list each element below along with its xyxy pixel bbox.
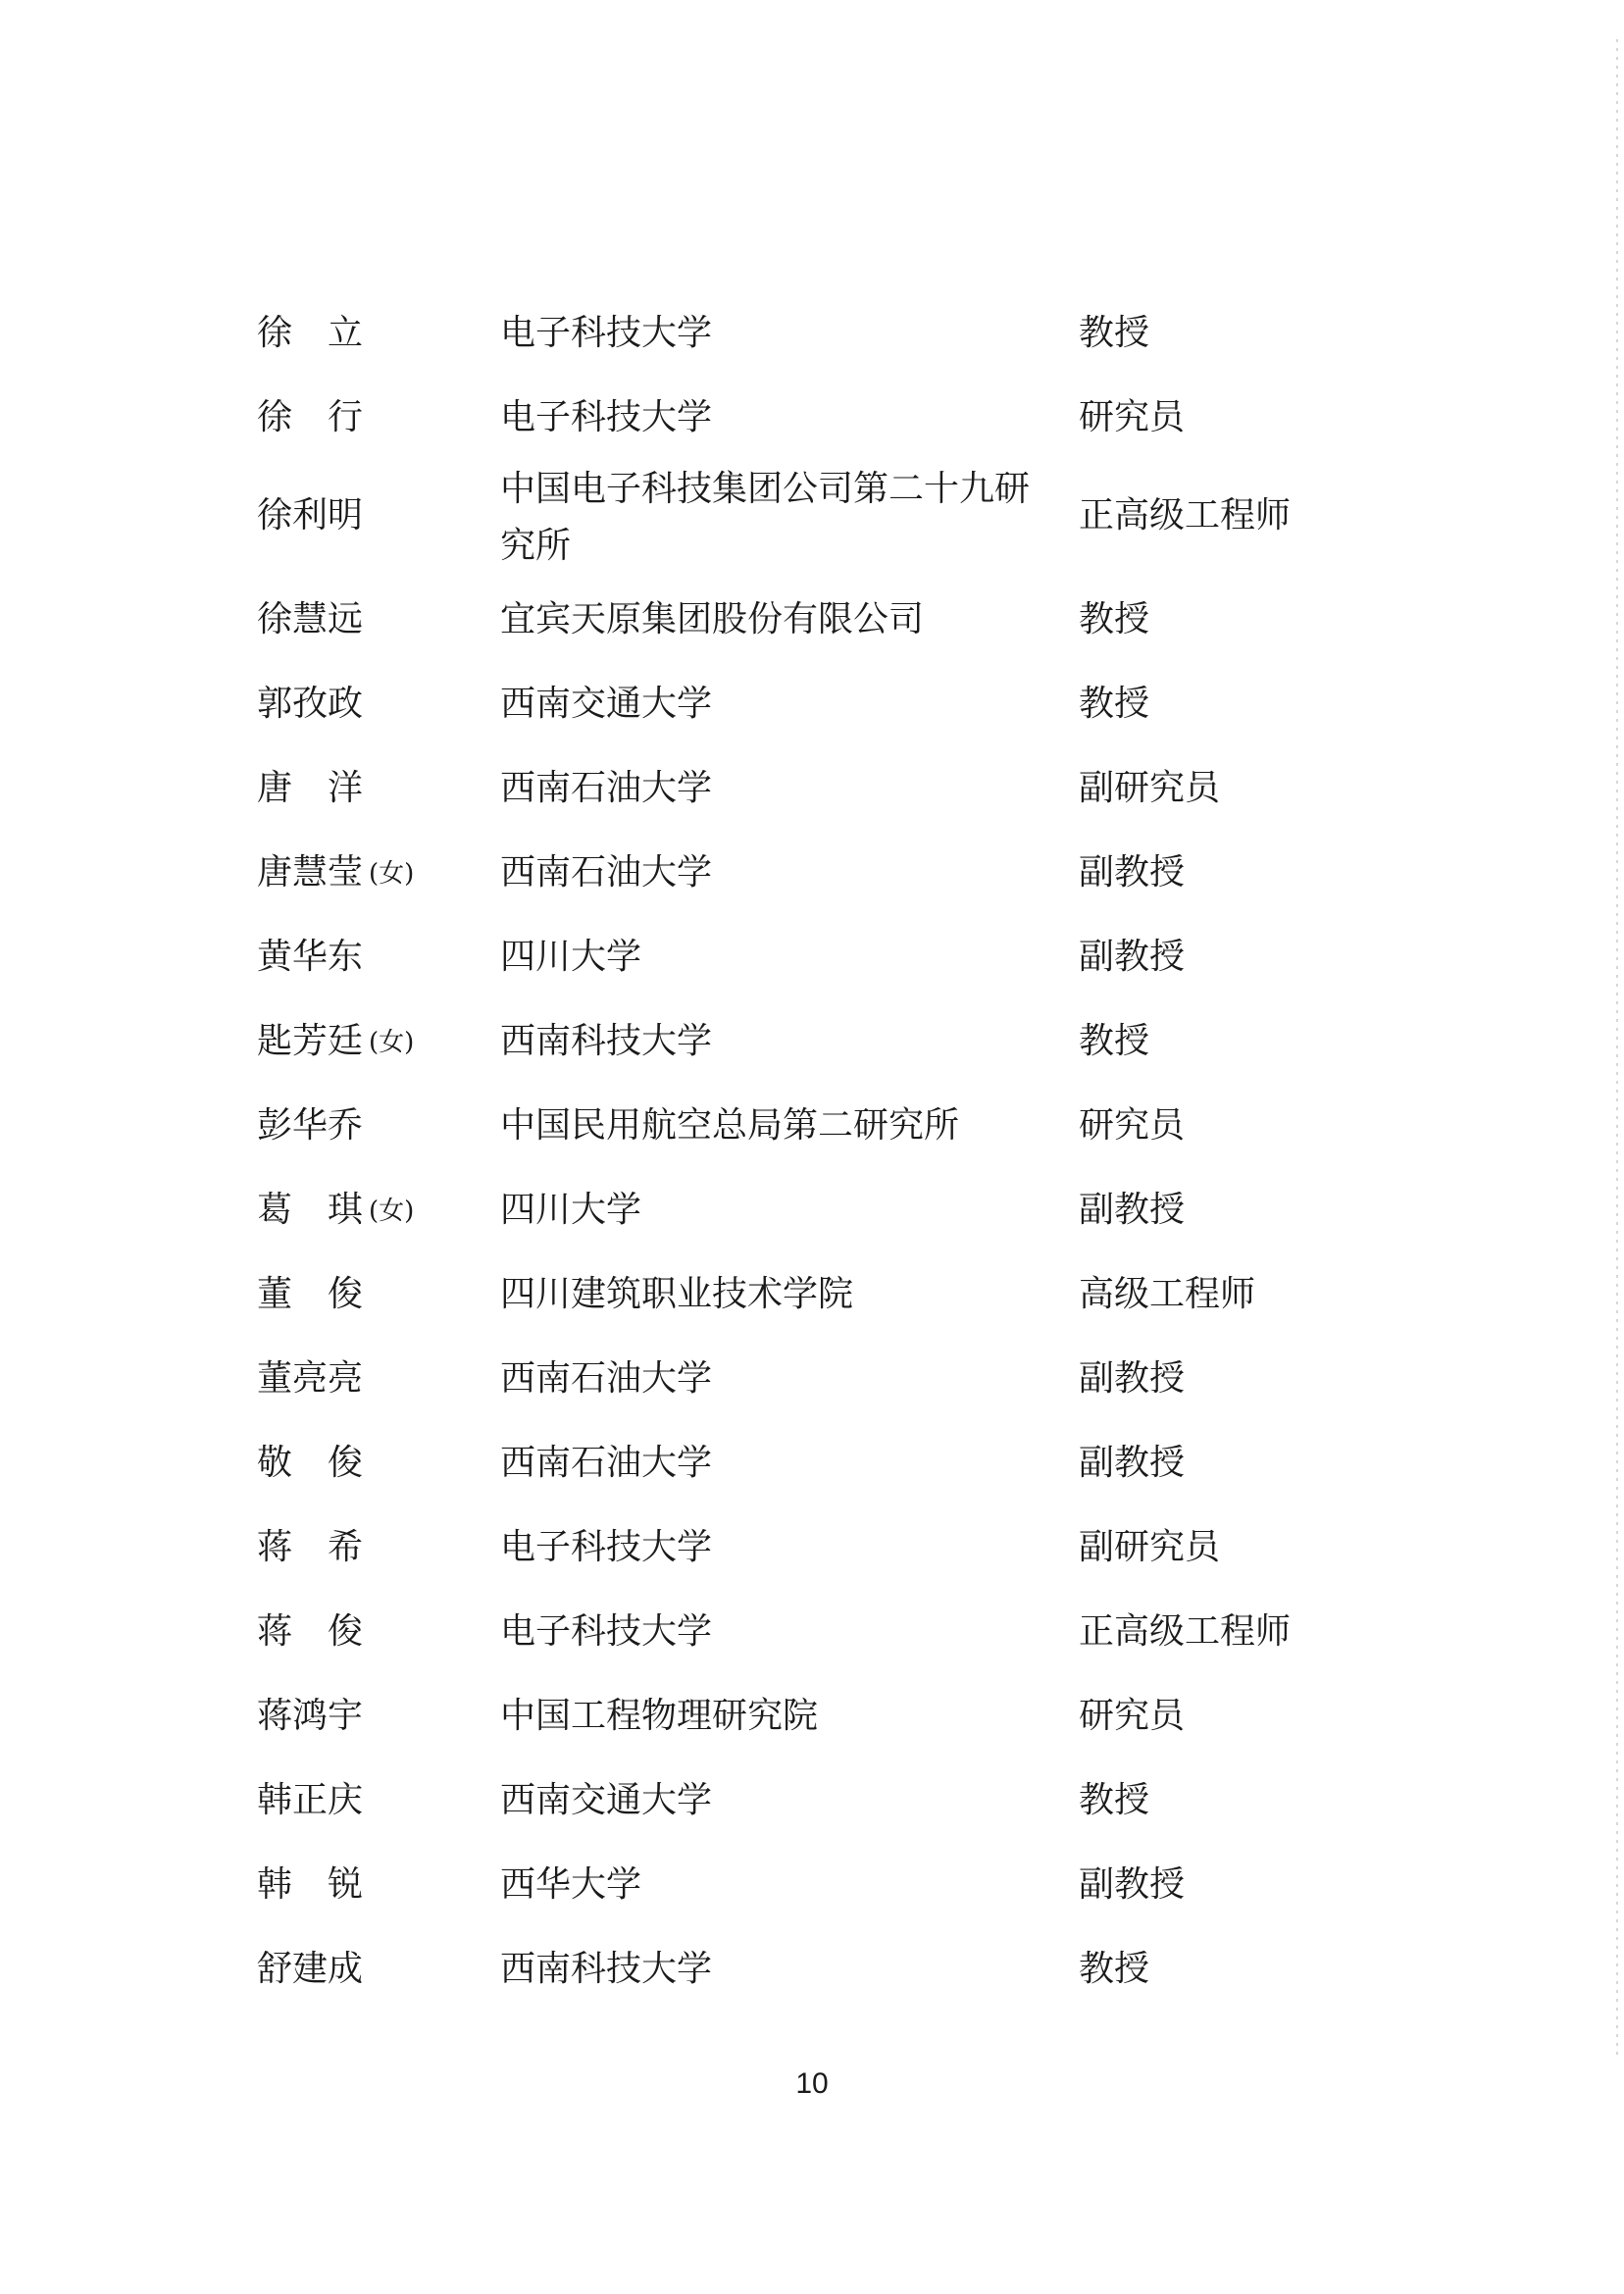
- list-item: [0, 1689, 1624, 1758]
- organization: 西南交通大学: [500, 684, 713, 724]
- organization: 西南交通大学: [500, 1780, 713, 1820]
- organization: 四川建筑职业技术学院: [500, 1274, 854, 1314]
- organization: 西南石油大学: [500, 852, 713, 892]
- job-title: 教授: [1079, 1780, 1150, 1820]
- job-title: 副研究员: [1079, 1527, 1221, 1567]
- list-item: [0, 1605, 1624, 1673]
- job-title: 高级工程师: [1079, 1274, 1256, 1314]
- job-title: 正高级工程师: [1079, 1611, 1292, 1652]
- job-title: 正高级工程师: [1079, 495, 1292, 535]
- person-name: 蒋 俊: [257, 1611, 364, 1652]
- job-title: 副研究员: [1079, 768, 1221, 808]
- person-name: 葛 琪 (女): [257, 1190, 415, 1230]
- list-item: [0, 306, 1624, 375]
- organization: 西南石油大学: [500, 768, 713, 808]
- organization: 西华大学: [500, 1864, 642, 1905]
- person-name: 唐 洋: [257, 768, 364, 808]
- person-name: 匙芳廷 (女): [257, 1021, 415, 1061]
- job-title: 副教授: [1079, 937, 1186, 977]
- job-title: 副教授: [1079, 852, 1186, 892]
- list-item: [0, 1267, 1624, 1336]
- person-name: 蒋鸿宇: [257, 1696, 364, 1736]
- organization: 四川大学: [500, 937, 642, 977]
- list-item: [0, 1942, 1624, 2011]
- organization: 电子科技大学: [500, 397, 713, 437]
- job-title: 研究员: [1079, 397, 1186, 437]
- page-number: 10: [795, 2067, 829, 2100]
- list-item: [0, 1014, 1624, 1083]
- person-name: 蒋 希: [257, 1527, 364, 1567]
- list-item: [0, 1183, 1624, 1251]
- organization: 电子科技大学: [500, 313, 713, 353]
- person-name: 唐慧莹 (女): [257, 852, 415, 892]
- job-title: 副教授: [1079, 1190, 1186, 1230]
- list-item: [0, 461, 1624, 579]
- person-name: 徐利明: [257, 495, 364, 535]
- person-name: 徐慧远: [257, 599, 364, 639]
- person-name: 董亮亮: [257, 1358, 364, 1399]
- job-title: 副教授: [1079, 1864, 1186, 1905]
- job-title: 教授: [1079, 1949, 1150, 1989]
- list-item: [0, 592, 1624, 661]
- person-name: 董 俊: [257, 1274, 364, 1314]
- organization: 西南石油大学: [500, 1358, 713, 1399]
- person-name: 敬 俊: [257, 1443, 364, 1483]
- list-item: [0, 930, 1624, 998]
- job-title: 教授: [1079, 1021, 1150, 1061]
- organization: 中国民用航空总局第二研究所: [500, 1105, 960, 1146]
- list-item: [0, 677, 1624, 745]
- list-item: [0, 1351, 1624, 1420]
- list-item: [0, 390, 1624, 459]
- job-title: 副教授: [1079, 1358, 1186, 1399]
- organization: 中国工程物理研究院: [500, 1696, 819, 1736]
- job-title: 教授: [1079, 599, 1150, 639]
- job-title: 教授: [1079, 684, 1150, 724]
- list-item: [0, 1098, 1624, 1167]
- job-title: 副教授: [1079, 1443, 1186, 1483]
- list-item: [0, 1858, 1624, 1926]
- job-title: 研究员: [1079, 1105, 1186, 1146]
- person-name: 韩正庆: [257, 1780, 364, 1820]
- job-title: 教授: [1079, 313, 1150, 353]
- scan-edge-divider: [1616, 39, 1618, 2060]
- person-name: 黄华东: [257, 937, 364, 977]
- list-item: [0, 845, 1624, 914]
- person-name: 彭华乔: [257, 1105, 364, 1146]
- organization: 四川大学: [500, 1190, 642, 1230]
- person-name: 郭孜政: [257, 684, 364, 724]
- organization: 西南石油大学: [500, 1443, 713, 1483]
- list-item: [0, 761, 1624, 830]
- person-name: 徐 行: [257, 397, 364, 437]
- organization: 中国电子科技集团公司第二十九研究所: [500, 469, 1031, 566]
- organization: 电子科技大学: [500, 1611, 713, 1652]
- person-name: 韩 锐: [257, 1864, 364, 1905]
- organization: 宜宾天原集团股份有限公司: [500, 599, 925, 639]
- person-name: 徐 立: [257, 313, 364, 353]
- list-item: [0, 1520, 1624, 1589]
- organization: 西南科技大学: [500, 1021, 713, 1061]
- job-title: 研究员: [1079, 1696, 1186, 1736]
- person-name: 舒建成: [257, 1949, 364, 1989]
- list-item: [0, 1436, 1624, 1504]
- list-item: [0, 1773, 1624, 1842]
- organization: 电子科技大学: [500, 1527, 713, 1567]
- organization: 西南科技大学: [500, 1949, 713, 1989]
